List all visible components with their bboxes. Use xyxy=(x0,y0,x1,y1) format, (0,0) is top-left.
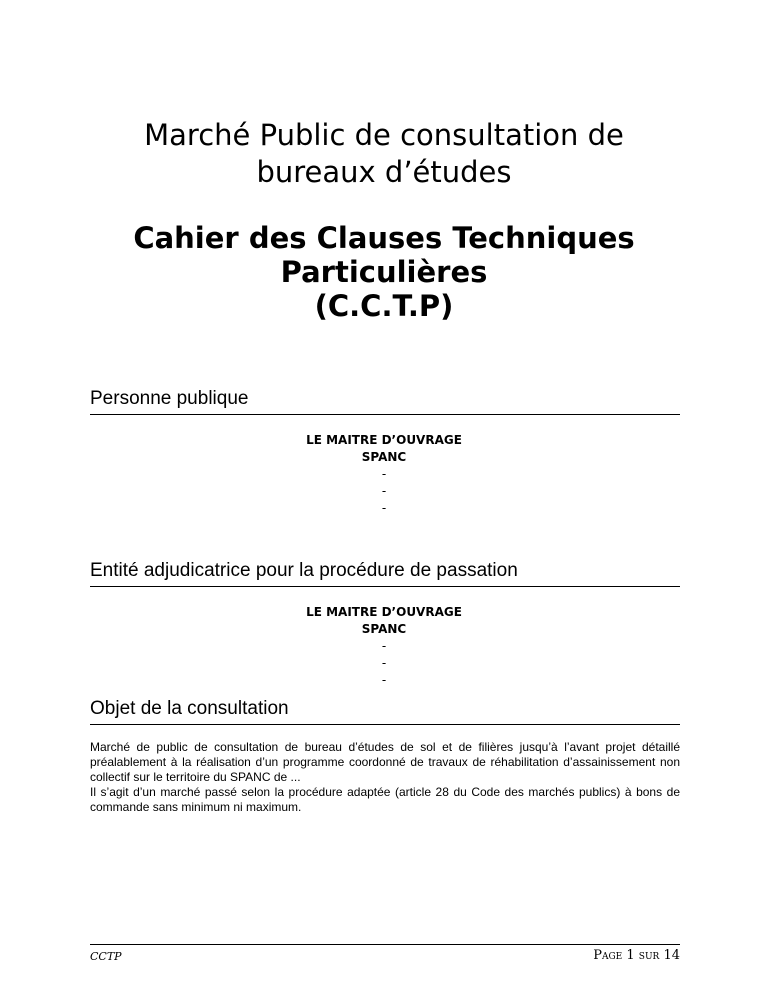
objet-body xyxy=(90,740,680,815)
objet-paragraph-1: Marché de public de consultation de bureau d’études de sol et de filières jusqu’à l’avant projet détaillé préalablement à la réalisation d’un programme coordonné de travaux de réhabilitation d’assainissement non collectif sur le territoire du SPANC de ... xyxy=(90,740,680,784)
subtitle-line-3: (C.C.T.P) xyxy=(314,289,454,323)
placeholder-line: - xyxy=(381,673,387,687)
entite-block xyxy=(0,604,768,689)
section-heading-entite-adjudicatrice: Entité adjudicatrice pour la procédure de passation xyxy=(90,560,680,587)
maitre-ouvrage-label: LE MAITRE D’OUVRAGE xyxy=(306,605,462,619)
placeholder-line: - xyxy=(381,656,387,670)
subtitle-line-1: Cahier des Clauses Techniques xyxy=(133,221,635,255)
section-heading-personne-publique: Personne publique xyxy=(90,388,680,415)
title-line-1: Marché Public de consultation de xyxy=(144,118,624,152)
spanc-label: SPANC xyxy=(361,622,407,636)
objet-paragraph-2: Il s’agit d’un marché passé selon la procédure adaptée (article 28 du Code des marchés publics) à bons de commande sans minimum ni maximum. xyxy=(90,785,680,814)
placeholder-line: - xyxy=(381,639,387,653)
placeholder-line: - xyxy=(381,484,387,498)
footer-divider xyxy=(90,944,680,945)
section-heading-objet: Objet de la consultation xyxy=(90,698,680,725)
maitre-ouvrage-label: LE MAITRE D’OUVRAGE xyxy=(306,433,462,447)
spanc-label: SPANC xyxy=(361,450,407,464)
placeholder-line: - xyxy=(381,501,387,515)
placeholder-line: - xyxy=(381,467,387,481)
title-line-2: bureaux d’études xyxy=(256,155,512,189)
footer-page-number: Page 1 sur 14 xyxy=(593,948,680,963)
personne-publique-block xyxy=(0,432,768,517)
subtitle-line-2: Particulières xyxy=(280,255,488,289)
footer-document-label: CCTP xyxy=(90,950,122,963)
